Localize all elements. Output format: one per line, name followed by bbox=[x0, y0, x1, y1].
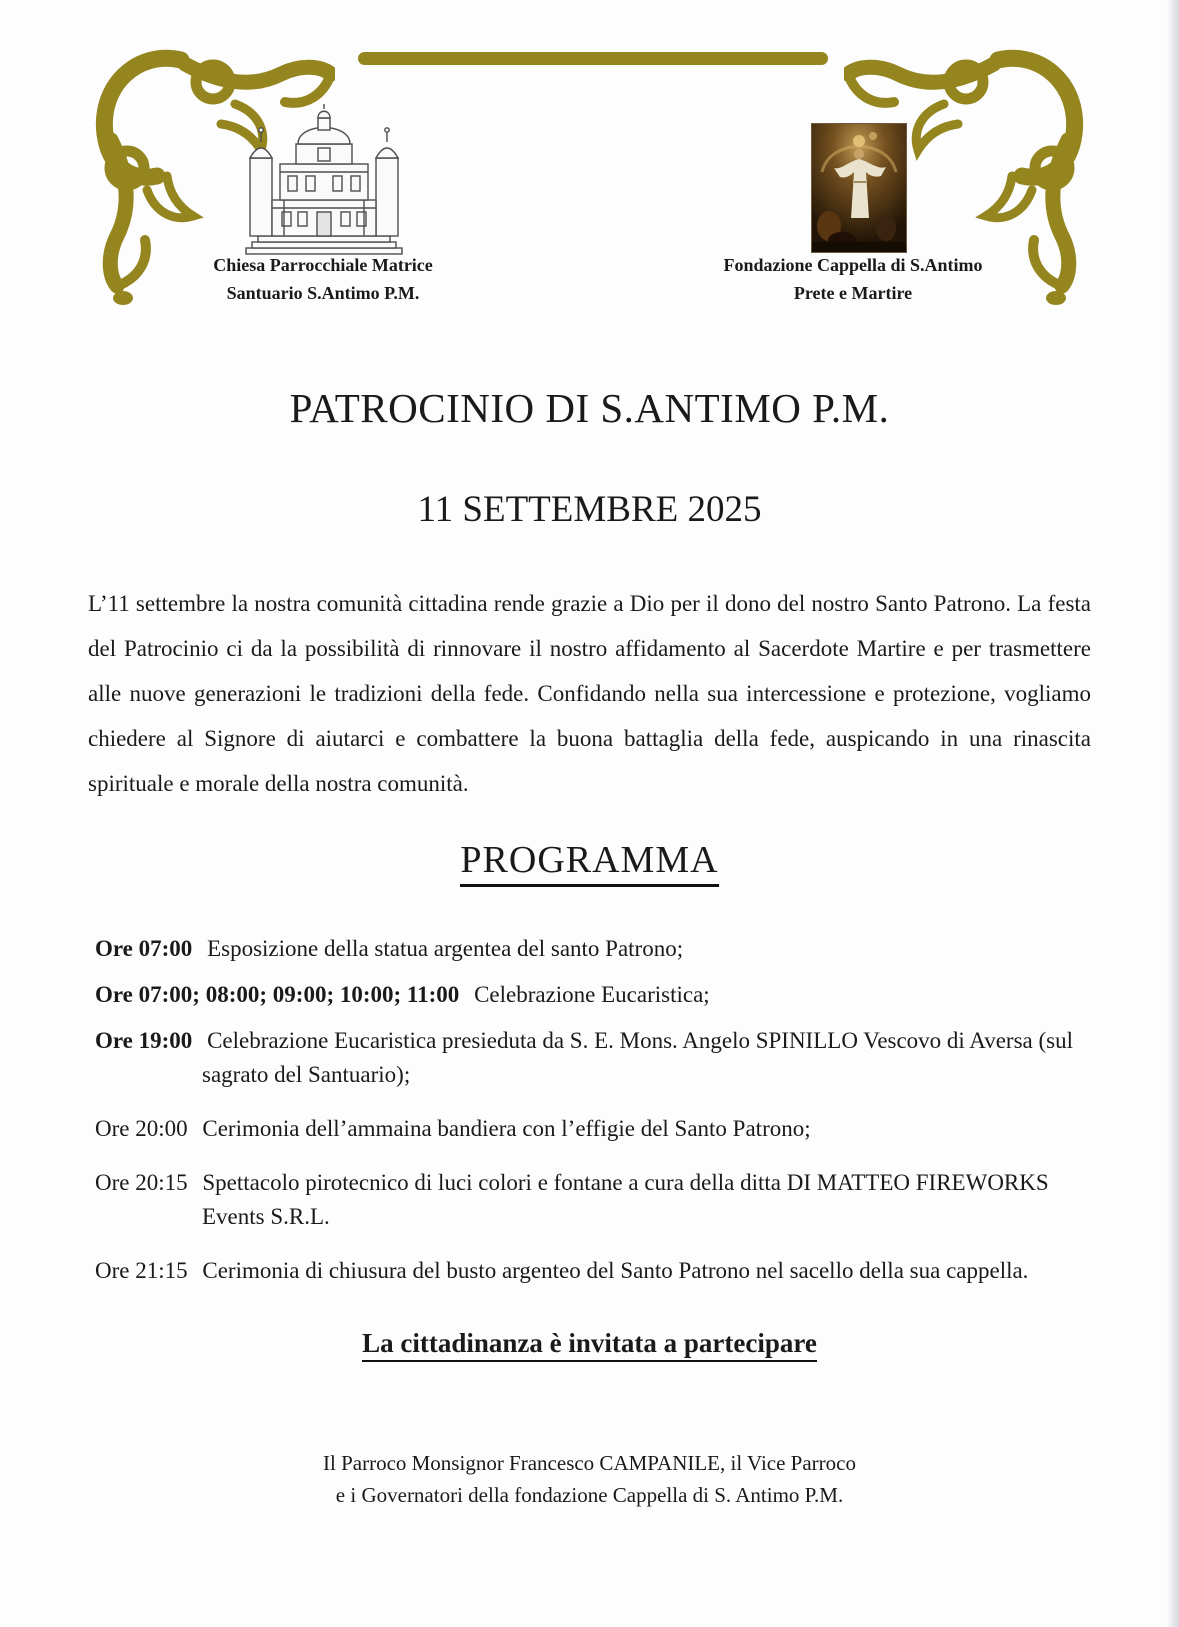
program-heading bbox=[0, 838, 1179, 882]
left-logo-caption bbox=[158, 251, 488, 307]
program-item-time: Ore 19:00 bbox=[95, 1028, 193, 1053]
program-item-time: Ore 07:00 bbox=[95, 936, 193, 961]
program-item bbox=[95, 978, 1099, 1012]
program-item bbox=[95, 1166, 1099, 1234]
event-date: 11 SETTEMBRE 2025 bbox=[417, 489, 762, 530]
header bbox=[0, 0, 1179, 312]
program-item bbox=[95, 1254, 1099, 1288]
caption-line: Chiesa Parrocchiale Matrice bbox=[213, 255, 433, 275]
program-heading-text: PROGRAMMA bbox=[460, 839, 718, 887]
program-item bbox=[95, 932, 1099, 966]
program-item-text: Cerimonia di chiusura del busto argenteo del Santo Patrono nel sacello della sua cappella. bbox=[196, 1258, 1029, 1283]
footer-line: Il Parroco Monsignor Francesco CAMPANILE, il Vice Parroco bbox=[323, 1451, 856, 1475]
program-item-time: Ore 07:00; 08:00; 09:00; 10:00; 11:00 bbox=[95, 982, 460, 1007]
program-item-time: Ore 20:00 bbox=[95, 1116, 188, 1141]
header-divider-bar bbox=[358, 52, 828, 65]
footer-line: e i Governatori della fondazione Cappella di S. Antimo P.M. bbox=[335, 1483, 844, 1507]
page-title: PATROCINIO DI S.ANTIMO P.M. bbox=[289, 385, 890, 431]
program-item-text: Cerimonia dell’ammaina bandiera con l’effigie del Santo Patrono; bbox=[196, 1116, 811, 1141]
program-item-time: Ore 21:15 bbox=[95, 1258, 188, 1283]
footer-signature bbox=[0, 1447, 1179, 1511]
caption-line: Fondazione Cappella di S.Antimo bbox=[723, 255, 983, 275]
program-item-text: Esposizione della statua argentea del santo Patrono; bbox=[201, 936, 684, 961]
program-item-time: Ore 20:15 bbox=[95, 1170, 188, 1195]
intro-paragraph: L’11 settembre la nostra comunità cittadina rende grazie a Dio per il dono del nostro Santo Patrono. La festa del Patrocinio ci da la possibilità di rinnovare il nostro affidamento al Sacerdote Martire e per trasmettere alle nuove generazioni le tradizioni della fede. Confidando nella sua intercessione e protezione, vogliamo chiedere al Signore di aiutarci e combattere la buona battaglia della fede, auspicando in una rinascita spirituale e morale della nostra comunità. bbox=[88, 591, 1091, 796]
invitation-text: La cittadinanza è invitata a partecipare bbox=[362, 1328, 817, 1362]
church-facade-icon bbox=[238, 104, 410, 258]
caption-line: Prete e Martire bbox=[793, 283, 913, 303]
program-item-text: Celebrazione Eucaristica; bbox=[468, 982, 710, 1007]
right-logo-caption bbox=[688, 251, 1018, 307]
program-item-text: Celebrazione Eucaristica presieduta da S. E. Mons. Angelo SPINILLO Vescovo di Aversa (sul sagrato del Santuario); bbox=[201, 1028, 1073, 1087]
program-list bbox=[95, 932, 1099, 1288]
program-item bbox=[95, 1112, 1099, 1146]
caption-line: Santuario S.Antimo P.M. bbox=[226, 283, 420, 303]
saint-antimo-painting bbox=[812, 124, 906, 252]
program-item bbox=[95, 1024, 1099, 1092]
program-item-text: Spettacolo pirotecnico di luci colori e fontane a cura della ditta DI MATTEO FIREWORKS Events S.R.L. bbox=[196, 1170, 1049, 1229]
invitation-line bbox=[0, 1328, 1179, 1359]
